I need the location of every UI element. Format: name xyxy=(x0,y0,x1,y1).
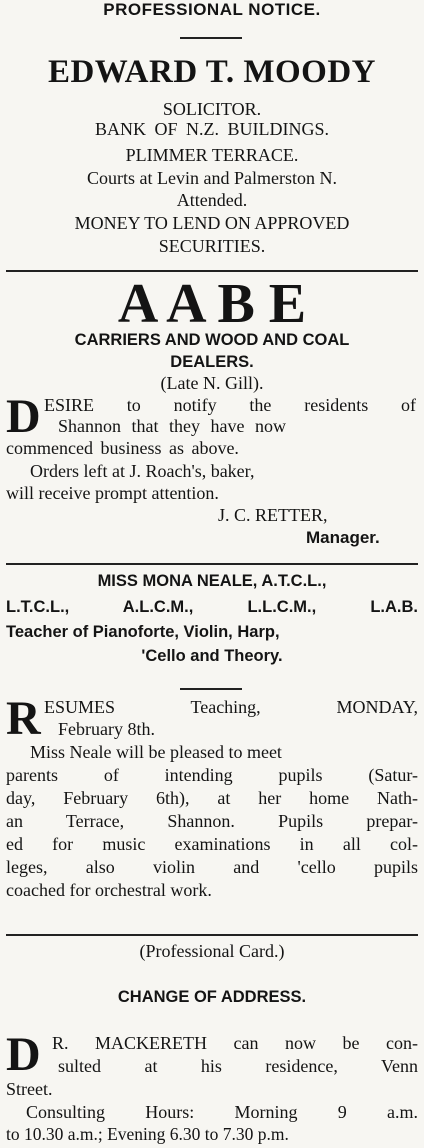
drop-cap: D xyxy=(6,390,41,443)
business-subtitle: CARRIERS AND WOOD AND COAL xyxy=(74,331,350,349)
header-divider xyxy=(180,37,242,39)
notice-line: BANK OF N.Z. BUILDINGS. xyxy=(94,119,329,139)
drop-cap: R xyxy=(6,692,41,745)
section-divider xyxy=(6,270,418,272)
body-line: coached for orchestral work. xyxy=(6,880,212,900)
body-line: day, February 6th), at her home Nath- xyxy=(6,788,418,808)
heading-divider xyxy=(180,688,242,690)
teacher-heading: L.T.C.L., A.L.C.M., L.L.C.M., L.A.B. xyxy=(6,598,418,616)
business-name: A A B E xyxy=(117,273,307,335)
body-line: to 10.30 a.m.; Evening 6.30 to 7.30 p.m. xyxy=(6,1124,289,1144)
body-line: R. MACKERETH can now be con- xyxy=(52,1033,418,1053)
body-line: Miss Neale will be pleased to meet xyxy=(30,742,282,762)
teacher-heading: Teacher of Pianoforte, Violin, Harp, xyxy=(6,623,280,641)
notice-line: Courts at Levin and Palmerston N. xyxy=(87,168,337,188)
body-line: Consulting Hours: Morning 9 a.m. xyxy=(26,1102,418,1122)
body-line: ed for music examinations in all col- xyxy=(6,834,418,854)
notice-line: SOLICITOR. xyxy=(162,99,262,119)
drop-cap: D xyxy=(6,1028,41,1081)
teacher-heading: 'Cello and Theory. xyxy=(141,647,283,665)
body-line: sulted at his residence, Venn xyxy=(58,1056,418,1076)
body-line: commenced business as above. xyxy=(6,438,239,458)
card-label: (Professional Card.) xyxy=(139,941,285,961)
body-line: will receive prompt attention. xyxy=(6,483,219,503)
body-line: Orders left at J. Roach's, baker, xyxy=(30,461,255,481)
notice-header: PROFESSIONAL NOTICE. xyxy=(103,0,321,19)
business-subtitle: DEALERS. xyxy=(170,353,254,371)
former-owner: (Late N. Gill). xyxy=(160,373,264,393)
notice-line: Attended. xyxy=(176,190,248,210)
notice-heading: CHANGE OF ADDRESS. xyxy=(117,988,307,1006)
body-line: ESIRE to notify the residents of xyxy=(44,395,416,415)
section-divider xyxy=(6,563,418,565)
teacher-heading: MISS MONA NEALE, A.T.C.L., xyxy=(97,572,327,590)
signature-title: Manager. xyxy=(306,528,380,547)
signature-name: J. C. RETTER, xyxy=(218,505,328,525)
body-line: parents of intending pupils (Satur- xyxy=(6,765,418,785)
notice-line: PLIMMER TERRACE. xyxy=(125,145,299,165)
notice-line: SECURITIES. xyxy=(158,236,266,256)
section-divider xyxy=(6,934,418,936)
body-line: Shannon that they have now xyxy=(58,416,286,436)
body-line: February 8th. xyxy=(58,719,155,739)
body-line: leges, also violin and 'cello pupils xyxy=(6,857,418,877)
body-line: an Terrace, Shannon. Pupils prepar- xyxy=(6,811,418,831)
body-line: Street. xyxy=(6,1079,53,1099)
body-line: ESUMES Teaching, MONDAY, xyxy=(44,697,418,717)
notice-line: MONEY TO LEND ON APPROVED xyxy=(74,213,350,233)
solicitor-name: EDWARD T. MOODY xyxy=(47,54,377,90)
